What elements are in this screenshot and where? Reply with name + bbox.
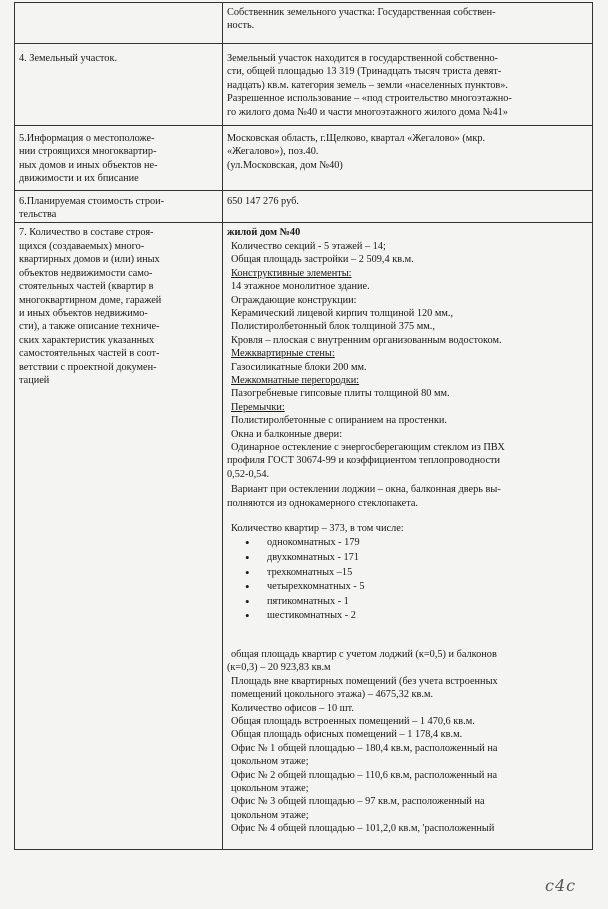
walls-text: Кровля – плоская с внутренним организованным водостоком. — [231, 334, 502, 346]
partitions-title: Межкомнатные перегородки: — [231, 374, 360, 386]
total-area-text: общая площадь квартир с учетом лоджий (к=0,5) и балконов — [231, 648, 497, 660]
row-value-cell — [223, 223, 593, 850]
spacer — [227, 626, 588, 648]
list-item: • четырехкомнатных - 5 — [227, 580, 588, 595]
land-plot-text: Разрешенное использование – «под строительство многоэтажно- — [227, 93, 512, 105]
building-heading: жилой дом №40 — [227, 227, 301, 239]
lintels-title: Перемычки: — [231, 401, 285, 413]
apartments-label: 7. Количество в составе строя- — [19, 227, 154, 239]
walls-text: Полистиролбетонный блок толщиной 375 мм., — [231, 321, 435, 333]
row-value-cell — [223, 190, 593, 223]
cost-value: 650 147 276 руб. — [227, 195, 299, 207]
apartments-label: многоквартирном доме, гаражей — [19, 294, 162, 306]
row-value-cell — [223, 44, 593, 126]
outside-area-text: помещений цокольного этажа) – 4675,32 кв.м. — [231, 689, 434, 701]
location-text: Московская область, г.Щелково, квартал «Жегалово» (мкр. — [227, 133, 486, 145]
list-item: • двухкомнатных - 171 — [227, 551, 588, 566]
table-row — [15, 190, 593, 223]
outside-area-text: Площадь вне квартирных помещений (без учета встроенных — [231, 675, 498, 687]
apartments-label: тацией — [19, 374, 50, 386]
table-row — [15, 223, 593, 850]
row-label-cell — [15, 223, 223, 850]
list-item: • трехкомнатных –15 — [227, 566, 588, 581]
location-label: ных домов и иных объектов не- — [19, 159, 158, 171]
interapartment-text: Газосиликатные блоки 200 мм. — [231, 361, 367, 373]
apartments-label: стоятельных частей (квартир в — [19, 281, 154, 293]
apartments-label: ветствии с проектной докумен- — [19, 361, 157, 373]
location-text: (ул.Московская, дом №40) — [227, 159, 343, 171]
land-plot-label: 4. Земельный участок. — [19, 53, 118, 64]
total-area-text: (к=0,3) – 20 923,83 кв.м — [227, 662, 331, 674]
apartments-label: сти), а также описание техниче- — [19, 321, 160, 333]
loggia-text: полняются из однокамерного стеклопакета. — [227, 497, 418, 509]
windows-title: Окна и балконные двери: — [231, 428, 343, 440]
land-plot-text: Земельный участок находится в государственной собственно- — [227, 53, 499, 64]
apartments-label: самостоятельных частей в соот- — [19, 348, 160, 360]
list-item: • однокомнатных - 179 — [227, 536, 588, 551]
apartments-list — [227, 536, 588, 624]
apartments-label: ских характеристик указанных — [19, 334, 155, 346]
windows-text: 0,52-0,54. — [227, 468, 270, 480]
office-1-text: Офис № 1 общей площадью – 180,4 кв.м, расположенный на — [231, 742, 498, 754]
windows-text: Одинарное остекление с энергосберегающим стеклом из ПВХ — [231, 441, 505, 453]
lintels-text: Полистиролбетонные с опиранием на простенки. — [231, 415, 447, 427]
office-area-text: Общая площадь офисных помещений – 1 178,4 кв.м. — [231, 729, 463, 741]
office-2-text: цокольном этаже; — [231, 783, 309, 795]
table-row — [15, 3, 593, 44]
land-plot-text: сти, общей площадью 13 319 (Тринадцать тысяч триста девят- — [227, 66, 502, 78]
location-label: движимости и их бписание — [19, 173, 139, 185]
handwritten-page-number: с4с — [545, 876, 577, 895]
owner-text-2: ность. — [227, 20, 255, 32]
row-value-cell — [223, 126, 593, 191]
office-3-text: Офис № 3 общей площадью – 97 кв.м, расположенный на — [231, 796, 485, 808]
owner-text-1: Собственник земельного участка: Государственная собствен- — [227, 7, 496, 18]
office-4-text: Офис № 4 общей площадью – 101,2,0 кв.м, 'расположенный — [231, 823, 495, 835]
location-text: «Жегалово»), поз.40. — [227, 146, 319, 158]
build-area-text: Общая площадь застройки – 2 509,4 кв.м. — [231, 254, 414, 266]
location-label: 5.Информация о местоположе- — [19, 133, 155, 145]
loggia-text: Вариант при остеклении лоджии – окна, балконная дверь вы- — [231, 484, 501, 496]
apartments-count-title: Количество квартир – 373, в том числе: — [231, 523, 404, 534]
row-label-cell — [15, 3, 223, 44]
land-plot-text: надцать) кв.м. категория земель – земли «населенных пунктов». — [227, 79, 508, 91]
row-label-cell — [15, 126, 223, 191]
table-row — [15, 44, 593, 126]
land-plot-text: го жилого дома №40 и части многоэтажного жилого дома №41» — [227, 106, 508, 118]
cost-label: тельства — [19, 209, 57, 221]
interapartment-title: Межквартирные стены: — [231, 348, 335, 360]
offices-count-text: Количество офисов – 10 шт. — [231, 702, 354, 714]
builtin-area-text: Общая площадь встроенных помещений – 1 470,6 кв.м. — [231, 716, 475, 727]
constructive-text: 14 этажное монолитное здание. — [231, 281, 370, 293]
apartments-label: щихся (создаваемых) много- — [19, 240, 145, 252]
spacer — [227, 510, 588, 522]
table-row — [15, 126, 593, 191]
location-label: нии строящихся многоквартир- — [19, 146, 157, 158]
row-label-cell — [15, 44, 223, 126]
apartments-label: квартирных домов и (или) иных — [19, 254, 160, 266]
cost-label: 6.Планируемая стоимость строи- — [19, 195, 165, 207]
partitions-text: Пазогребневые гипсовые плиты толщиной 80 мм. — [231, 388, 450, 400]
list-item: • пятикомнатных - 1 — [227, 595, 588, 610]
office-3-text: цокольном этаже; — [231, 809, 309, 821]
walls-text: Керамический лицевой кирпич толщиной 120 мм., — [231, 307, 454, 319]
windows-text: профиля ГОСТ 30674-99 и коэффициентом теплопроводности — [227, 455, 501, 467]
walls-title: Ограждающие конструкции: — [231, 294, 357, 306]
sections-text: Количество секций - 5 этажей – 14; — [231, 240, 386, 252]
row-value-cell — [223, 3, 593, 44]
apartments-label: и иных объектов недвижимо- — [19, 307, 148, 319]
constructive-title: Конструктивные элементы: — [231, 267, 352, 279]
project-declaration-table — [14, 2, 593, 850]
apartments-label: объектов недвижимости само- — [19, 267, 153, 279]
row-label-cell — [15, 190, 223, 223]
office-2-text: Офис № 2 общей площадью – 110,6 кв.м, расположенный на — [231, 769, 498, 781]
list-item: • шестикомнатных - 2 — [227, 609, 588, 624]
office-1-text: цокольном этаже; — [231, 756, 309, 768]
